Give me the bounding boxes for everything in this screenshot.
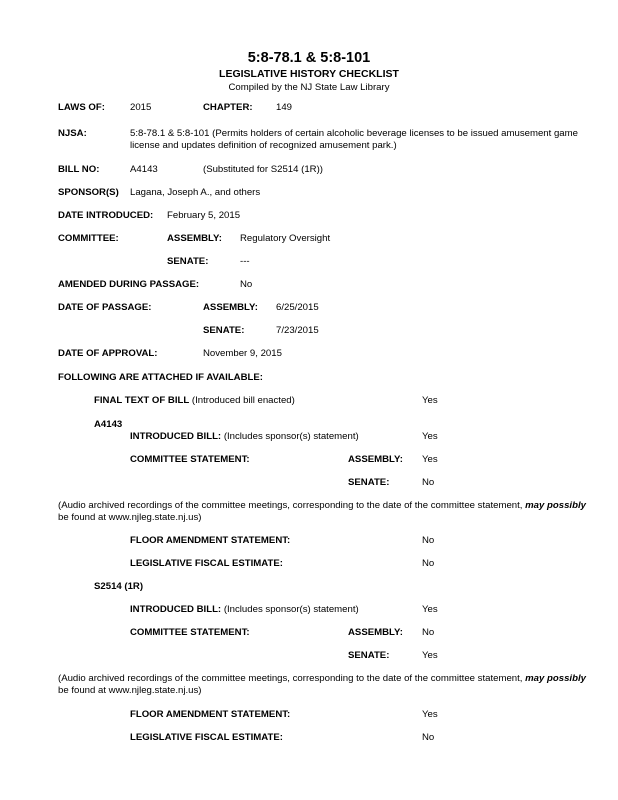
bill-a4143-introduced-row (130, 431, 359, 443)
fiscal-estimate-value: No (422, 732, 435, 743)
committee-assembly-value: Regulatory Oversight (240, 233, 331, 244)
fiscal-estimate-value: No (422, 558, 435, 569)
introduced-value: Yes (422, 431, 438, 442)
passage-assembly-value: 6/25/2015 (276, 302, 319, 313)
cs-senate-value: No (422, 477, 435, 488)
committee-statement-label: COMMITTEE STATEMENT: (130, 454, 250, 465)
njsa-label: NJSA: (58, 128, 87, 139)
substituted-note: (Substituted for S2514 (1R)) (203, 164, 323, 175)
cs-senate-label: SENATE: (348, 650, 390, 661)
committee-assembly-label: ASSEMBLY: (167, 233, 222, 244)
cs-senate-value: Yes (422, 650, 438, 661)
bill-no-value: A4143 (130, 164, 158, 175)
laws-of-label: LAWS OF: (58, 102, 105, 113)
date-introduced-value: February 5, 2015 (167, 210, 241, 221)
introduced-value: Yes (422, 604, 438, 615)
njsa-value: 5:8-78.1 & 5:8-101 (Permits holders of certain alcoholic beverage licenses to be issued amusement game license and updates definition of recognized amusement park.) (130, 128, 578, 151)
cs-assembly-value: Yes (422, 454, 438, 465)
attached-heading: FOLLOWING ARE ATTACHED IF AVAILABLE: (58, 372, 263, 383)
document-title: 5:8-78.1 & 5:8-101 (247, 50, 371, 66)
bill-no-label: BILL NO: (58, 164, 100, 175)
floor-amendment-label: FLOOR AMENDMENT STATEMENT: (130, 535, 291, 546)
bill-a4143-id: A4143 (94, 419, 123, 430)
committee-senate-value: --- (240, 256, 250, 267)
chapter-label: CHAPTER: (203, 102, 253, 113)
checklist-title: LEGISLATIVE HISTORY CHECKLIST (219, 68, 399, 80)
floor-amendment-value: No (422, 535, 435, 546)
committee-label: COMMITTEE: (58, 233, 119, 244)
amended-label: AMENDED DURING PASSAGE: (58, 279, 200, 290)
cs-assembly-label: ASSEMBLY: (348, 454, 403, 465)
final-text-note: (Introduced bill enacted) (191, 395, 295, 406)
audio-note-text: (Audio archived recordings of the committee meetings, corresponding to the date of the committee statement, (58, 500, 523, 511)
approval-label: DATE OF APPROVAL: (58, 348, 158, 359)
cs-assembly-label: ASSEMBLY: (348, 627, 403, 638)
final-text-value: Yes (422, 395, 438, 406)
committee-senate-label: SENATE: (167, 256, 209, 267)
audio-note-link-text: be found at www.njleg.state.nj.us) (58, 685, 202, 696)
floor-amendment-value: Yes (422, 709, 438, 720)
cs-senate-label: SENATE: (348, 477, 390, 488)
bill-s2514-id: S2514 (1R) (94, 581, 144, 592)
bill-s2514-introduced-row (130, 604, 359, 616)
floor-amendment-label: FLOOR AMENDMENT STATEMENT: (130, 709, 291, 720)
sponsors-label: SPONSOR(S) (58, 187, 119, 198)
committee-statement-label: COMMITTEE STATEMENT: (130, 627, 250, 638)
date-introduced-label: DATE INTRODUCED: (58, 210, 154, 221)
sponsors-value: Lagana, Joseph A., and others (130, 187, 261, 198)
passage-senate-label: SENATE: (203, 325, 245, 336)
passage-assembly-label: ASSEMBLY: (203, 302, 258, 313)
audio-note-text: (Audio archived recordings of the committee meetings, corresponding to the date of the committee statement, (58, 673, 523, 684)
introduced-note: (Includes sponsor(s) statement) (223, 604, 359, 615)
chapter-value: 149 (276, 102, 293, 113)
introduced-note: (Includes sponsor(s) statement) (223, 431, 359, 442)
audio-note (58, 500, 603, 524)
fiscal-estimate-label: LEGISLATIVE FISCAL ESTIMATE: (130, 732, 283, 743)
cs-assembly-value: No (422, 627, 435, 638)
final-text-label: FINAL TEXT OF BILL (94, 395, 190, 406)
introduced-label: INTRODUCED BILL: (130, 604, 222, 615)
fiscal-estimate-label: LEGISLATIVE FISCAL ESTIMATE: (130, 558, 283, 569)
amended-value: No (240, 279, 253, 290)
introduced-label: INTRODUCED BILL: (130, 431, 222, 442)
audio-note-emphasis: may possibly (525, 500, 586, 511)
audio-note-emphasis: may possibly (525, 673, 586, 684)
audio-note-link-text: be found at www.njleg.state.nj.us) (58, 512, 202, 523)
audio-note (58, 673, 603, 697)
compiled-by: Compiled by the NJ State Law Library (228, 82, 390, 93)
approval-value: November 9, 2015 (203, 348, 282, 359)
passage-senate-value: 7/23/2015 (276, 325, 319, 336)
laws-of-value: 2015 (130, 102, 152, 113)
final-text-row (94, 395, 295, 407)
passage-label: DATE OF PASSAGE: (58, 302, 152, 313)
